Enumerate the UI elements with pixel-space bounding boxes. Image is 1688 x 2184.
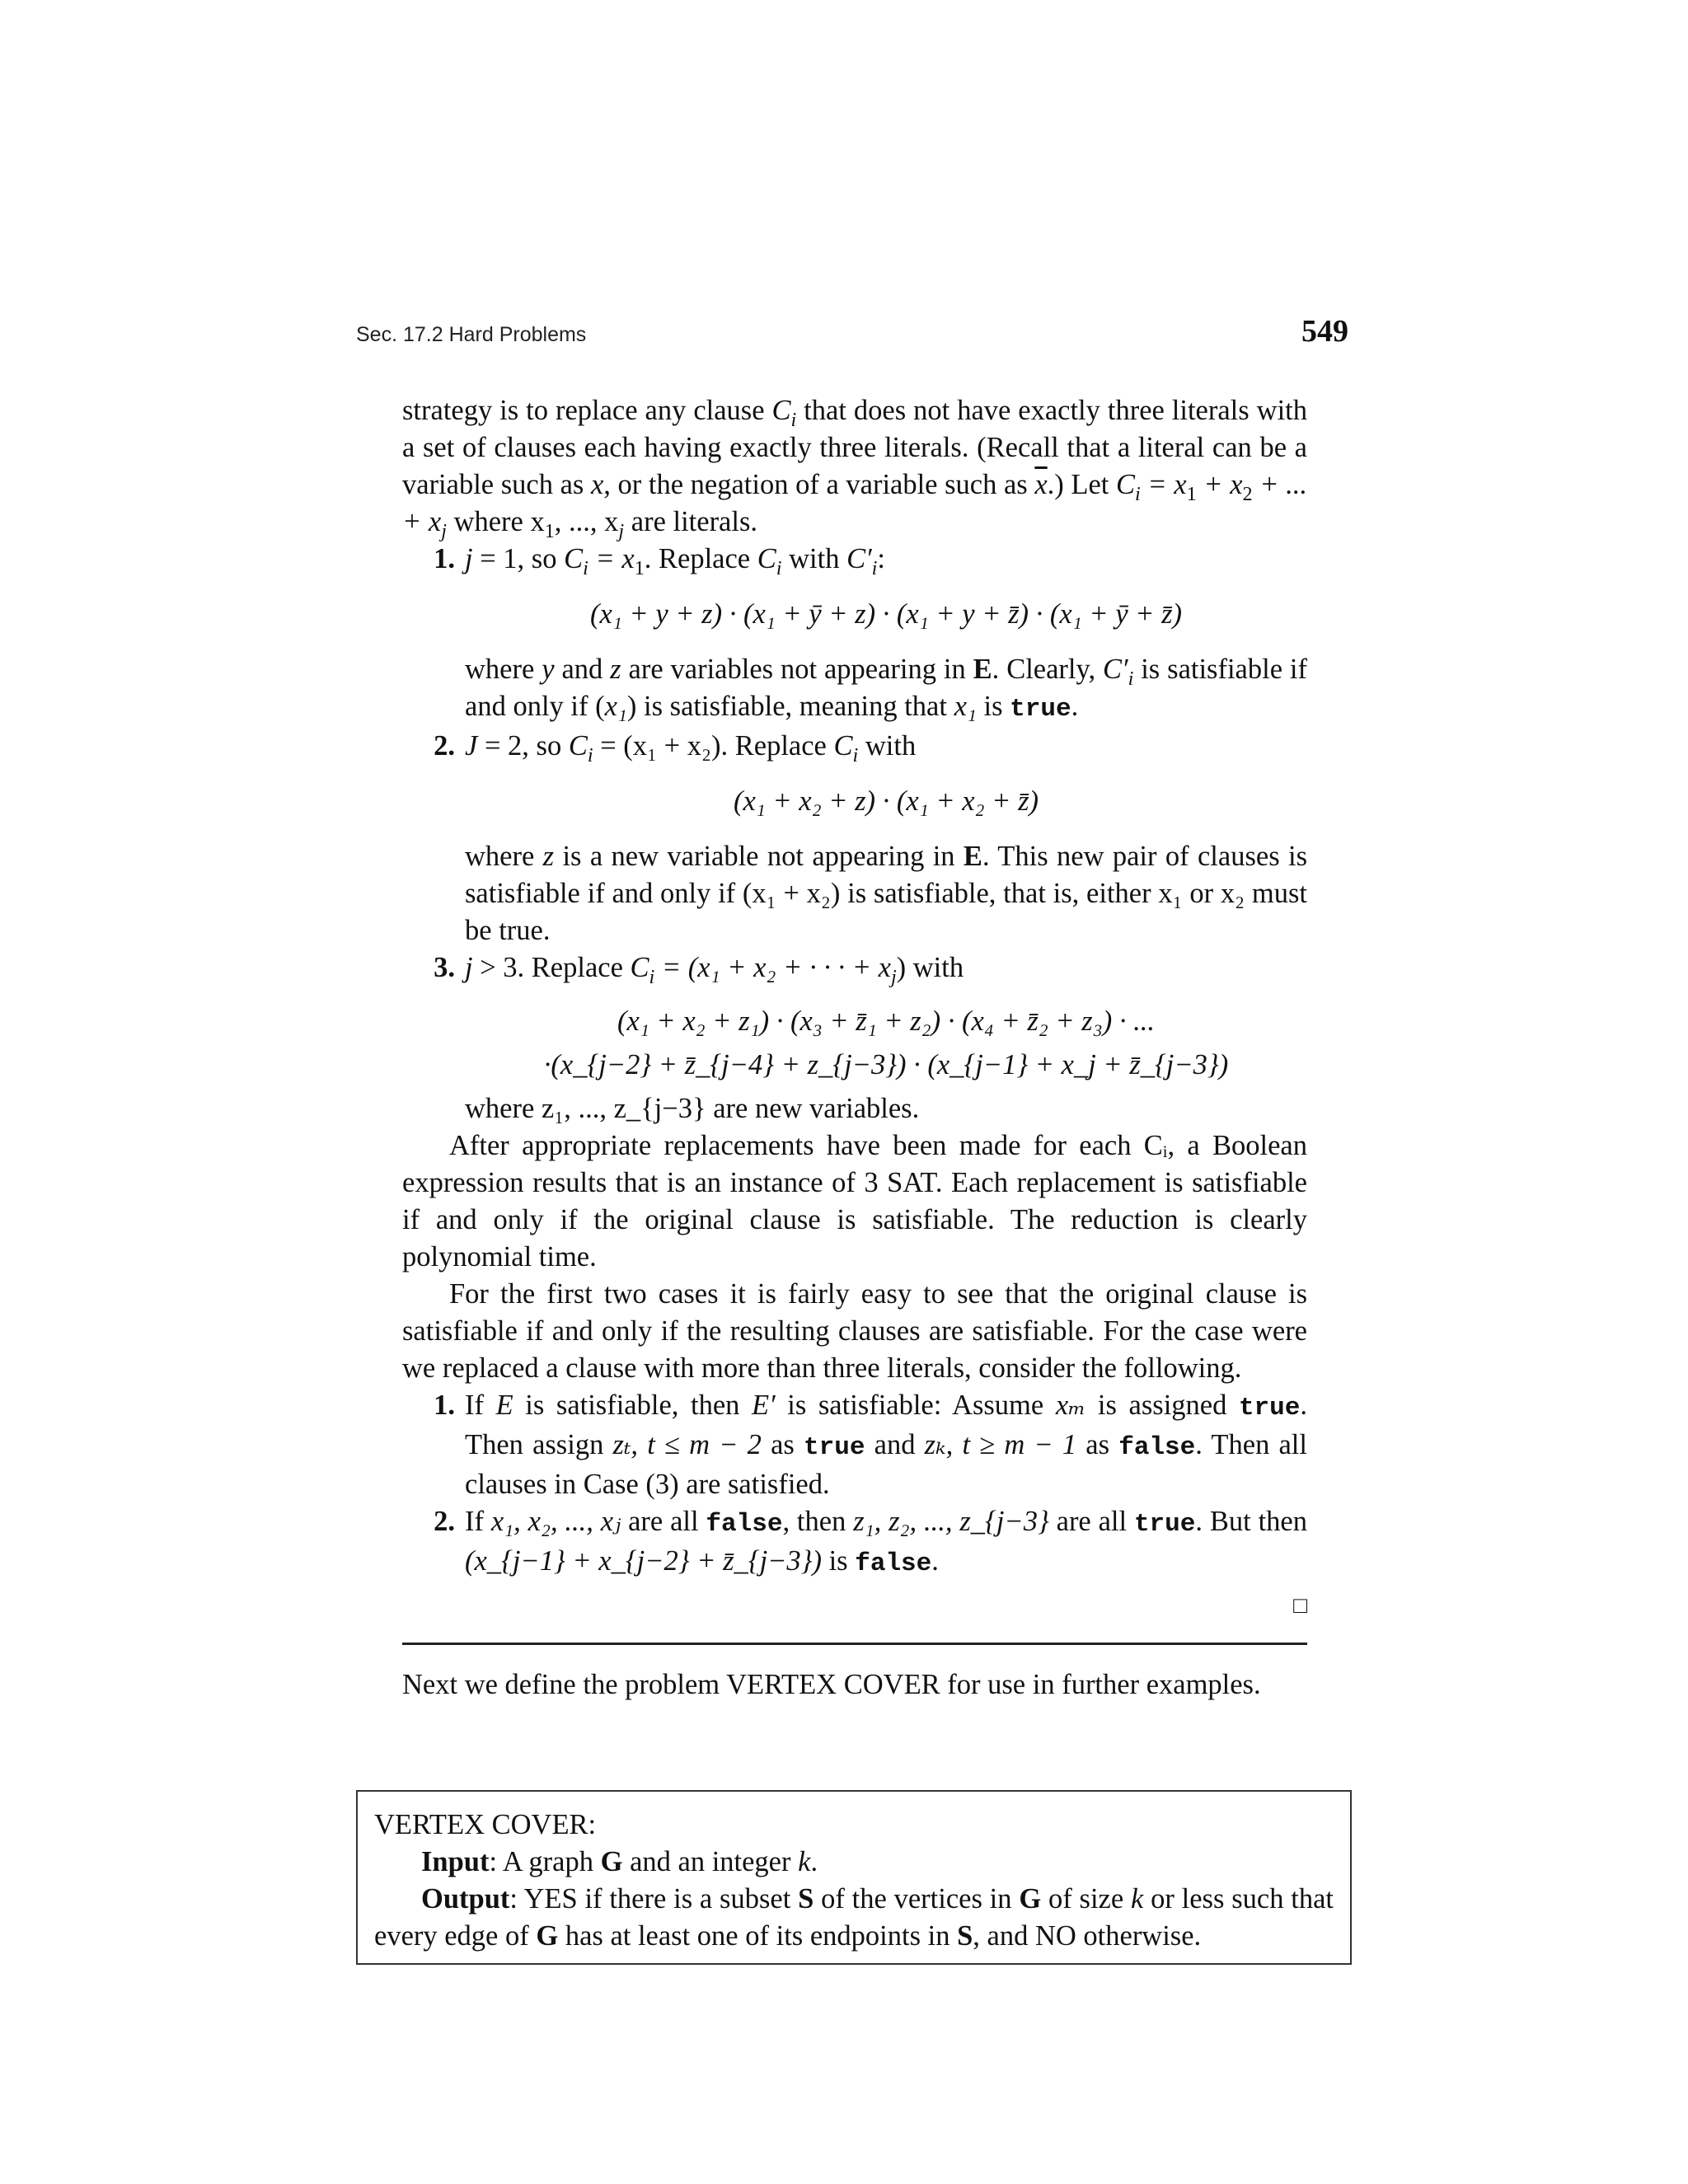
proof-item-2: 2. If x₁, x₂, ..., xⱼ are all false, then z₁, z₂, ..., z_{j−3} are all true. But then (x_{j−1} + x_{j−2} + z̄_{j−3}) is false. [402, 1503, 1307, 1582]
running-head: Sec. 17.2 Hard Problems [356, 323, 587, 346]
vertex-cover-definition-box [356, 1790, 1352, 1965]
case-1-explanation: where y and z are variables not appearing in E. Clearly, $C'_i$ is satisfiable if and only if (x₁) is satisfiable, meaning that x₁ is true. [465, 654, 1307, 724]
case-2-heading: J = 2, so $C_i = (x_1 + x_2)$. Replace $C_i$ with [465, 730, 917, 766]
case-3-formula-line-1: (x₁ + x₂ + z₁) · (x₃ + z̄₁ + z₂) · (x₄ + z̄₂ + z₃) · ... [617, 1005, 1155, 1037]
case-1 [402, 541, 1307, 728]
keyword-true: true [804, 1433, 865, 1462]
case-number: 3. [434, 952, 455, 983]
paragraph-cases: For the first two cases it is fairly easy to see that the original clause is satisfiable if and only if the resulting clauses are satisfiable. For the case were we replaced a clause with more than three literals, consider the following. [402, 1278, 1307, 1384]
case-number: 1. [434, 543, 455, 574]
keyword-false: false [1118, 1433, 1196, 1462]
proof-item-1: 1. If E is satisfiable, then E′ is satisfiable: Assume xₘ is assigned true. Then assign zₜ, t ≤ m − 2 as true and zₖ, t ≥ m − 1 as false. Then all clauses in Case (3) are satisfied. [402, 1387, 1307, 1503]
case-3-explanation: where z₁, ..., z_{j−3} are new variables. [465, 1093, 920, 1124]
intro-paragraph: strategy is to replace any clause $C_i$ that does not have exactly three literals with a set of clauses each having exactly three literals. (Recall that a literal can be a variable such as x, or the negation of a variable such as $\overline{x}$.) Let $C_i = x_1 + x_2$ + ... + $x_j$ where $x_1$, ..., $x_j$ are literals. [402, 395, 1307, 542]
paragraph-reduction: After appropriate replacements have been made for each Cᵢ, a Boolean expression results that is an instance of 3 SAT. Each replacement is satisfiable if and only if the original clause is satisfiable. The reduction is clearly polynomial time. [402, 1130, 1307, 1272]
keyword-true: true [1133, 1510, 1196, 1539]
page-number: 549 [1301, 314, 1348, 349]
proof-number: 2. [434, 1506, 455, 1537]
case-2-formula: (x₁ + x₂ + z) · (x₁ + x₂ + z̄) [733, 785, 1039, 817]
section-rule [402, 1643, 1307, 1645]
definition-title: VERTEX COVER: [374, 1809, 597, 1840]
case-3-heading: j > 3. Replace $C_i = (x_1 + x_2$ + · · · + $x_j$) with [465, 952, 964, 988]
proof-number: 1. [434, 1390, 455, 1421]
keyword-false: false [706, 1510, 783, 1539]
qed-symbol: □ [1293, 1593, 1307, 1619]
page-body [402, 392, 1307, 1704]
definition-input: Input: A graph G and an integer k. [421, 1846, 818, 1877]
case-2 [402, 728, 1307, 949]
case-1-formula: (x₁ + y + z) · (x₁ + ȳ + z) · (x₁ + y + z̄) · (x₁ + ȳ + z̄) [590, 598, 1182, 630]
keyword-true: true [1010, 695, 1071, 724]
case-3-formula-line-2: ·(x_{j−2} + z̄_{j−4} + z_{j−3}) · (x_{j−1} + x_j + z̄_{j−3}) [543, 1049, 1229, 1080]
next-definition-sentence: Next we define the problem VERTEX COVER for use in further examples. [402, 1669, 1261, 1700]
case-3 [402, 949, 1307, 1127]
definition-output: Output: YES if there is a subset S of the vertices in G of size k or less such that every edge of G has at least one of its endpoints in S, and NO otherwise. [374, 1883, 1334, 1952]
keyword-false: false [855, 1549, 932, 1578]
case-2-explanation: where z is a new variable not appearing in E. This new pair of clauses is satisfiable if and only if (x₁ + x₂) is satisfiable, that is, either x₁ or x₂ must be true. [465, 841, 1308, 946]
case-number: 2. [434, 730, 455, 762]
case-1-heading: j = 1, so $C_i = x_1$. Replace $C_i$ with $C'_i$: [465, 543, 885, 579]
keyword-true: true [1238, 1394, 1301, 1422]
